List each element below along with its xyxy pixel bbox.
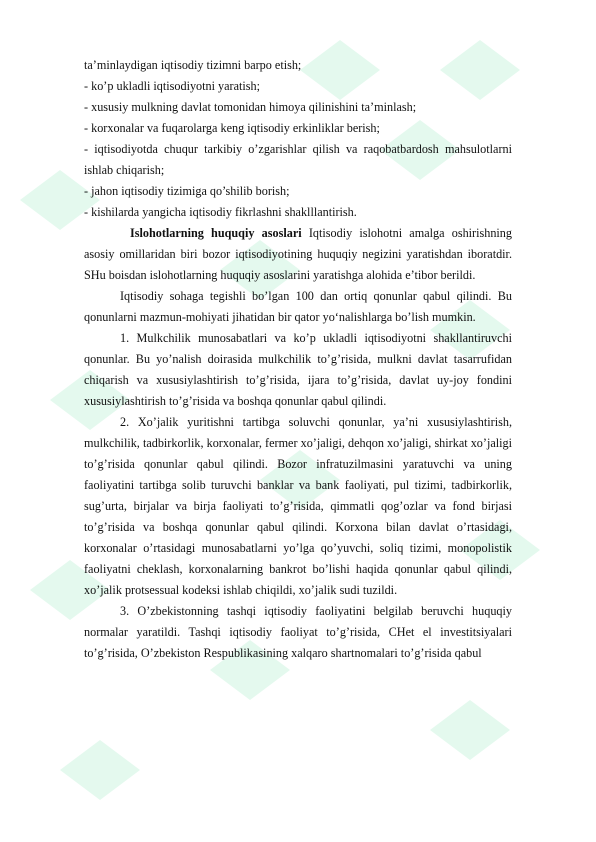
- list-item: - iqtisodiyotda chuqur tarkibiy o’zgarishlar qilish va raqobatbardosh mahsulotlarni ishlab chiqarish;: [84, 142, 512, 177]
- paragraph: 2. Xo’jalik yuritishni tartibga soluvchi qonunlar, ya’ni xususiylashtirish, mulkchilik, tadbirkorlik, korxonalar, fermer xo’jaligi, dehqon xo’jaligi, shirkat xo’jaligi to’g’risida qonunlar qabul qilindi. Bozor infratuzilmasini yaratuvchi va uning faoliyatini tartibga solib turuvchi banklar va bank faoliyati, pul tizimi, tadbirkorlik, sug’urta, birjalar va birja faoliyati to’g’risida, qimmatli qog’ozlar va fond birjasi to’g’risida va boshqa qonunlar qabul qilindi. Korxona bilan davlat o’rtasidagi, korxonalar o’rtasidagi munosabatlarni yo’lga qo’yuvchi, soliq tizimi, monopolistik faoliyatni cheklash, korxonalarning bankrot bo’lishi haqida qonunlar qabul qilindi, xo’jalik protsessual kodeksi ishlab chiqildi, xo’jalik sudi tuzildi.: [84, 415, 512, 597]
- section-intro: Iqtisodiy islohotni amalga oshirishning asosiy omillaridan biri bozor iqtisodiyotining huquqiy negizini yaratishdan iboratdir. SHu boisdan islohotlarning huquqiy asoslarini yaratishga alohida e’tibor berildi.: [84, 226, 512, 282]
- list-item: - korxonalar va fuqarolarga keng iqtisodiy erkinliklar berish;: [84, 121, 380, 135]
- list-item: - xususiy mulkning davlat tomonidan himoya qilinishini ta’minlash;: [84, 100, 417, 114]
- paragraph: 1. Mulkchilik munosabatlari va ko’p ukladli iqtisodiyotni shakllantiruvchi qonunlar. Bu yo’nalish doirasida mulkchilik to’g’risida, mulkni davlat tasarrufidan chiqarish va xususiylashtirish to’g’risida, ijara to’g’risida, davlat uy-joy fondini xususiylashtirish to’g’risida va boshqa qonunlar qabul qilindi.: [84, 331, 512, 408]
- list-item: - ko’p ukladli iqtisodiyotni yaratish;: [84, 79, 261, 93]
- list-item: - kishilarda yangicha iqtisodiy fikrlashni shaklllantirish.: [84, 205, 357, 219]
- section-heading: Islohotlarning huquqiy asoslari: [130, 226, 302, 240]
- list-item: ta’minlaydigan iqtisodiy tizimni barpo etish;: [84, 58, 302, 72]
- list-item: - jahon iqtisodiy tizimiga qo’shilib borish;: [84, 184, 290, 198]
- section-paragraph: [84, 223, 512, 286]
- paragraph: 3. O’zbekistonning tashqi iqtisodiy faoliyatini belgilab beruvchi huquqiy normalar yaratildi. Tashqi iqtisodiy faoliyat to’g’risida, CHet el investitsiyalari to’g’risida, O’zbekiston Respublikasining xalqaro shartnomalari to’g’risida qabul: [84, 604, 512, 660]
- paragraph: Iqtisodiy sohaga tegishli bo’lgan 100 dan ortiq qonunlar qabul qilindi. Bu qonunlarni mazmun-mohiyati jihatidan bir qator yo‘nalishlarga bo’lish mumkin.: [84, 289, 512, 324]
- document-body: [84, 55, 512, 664]
